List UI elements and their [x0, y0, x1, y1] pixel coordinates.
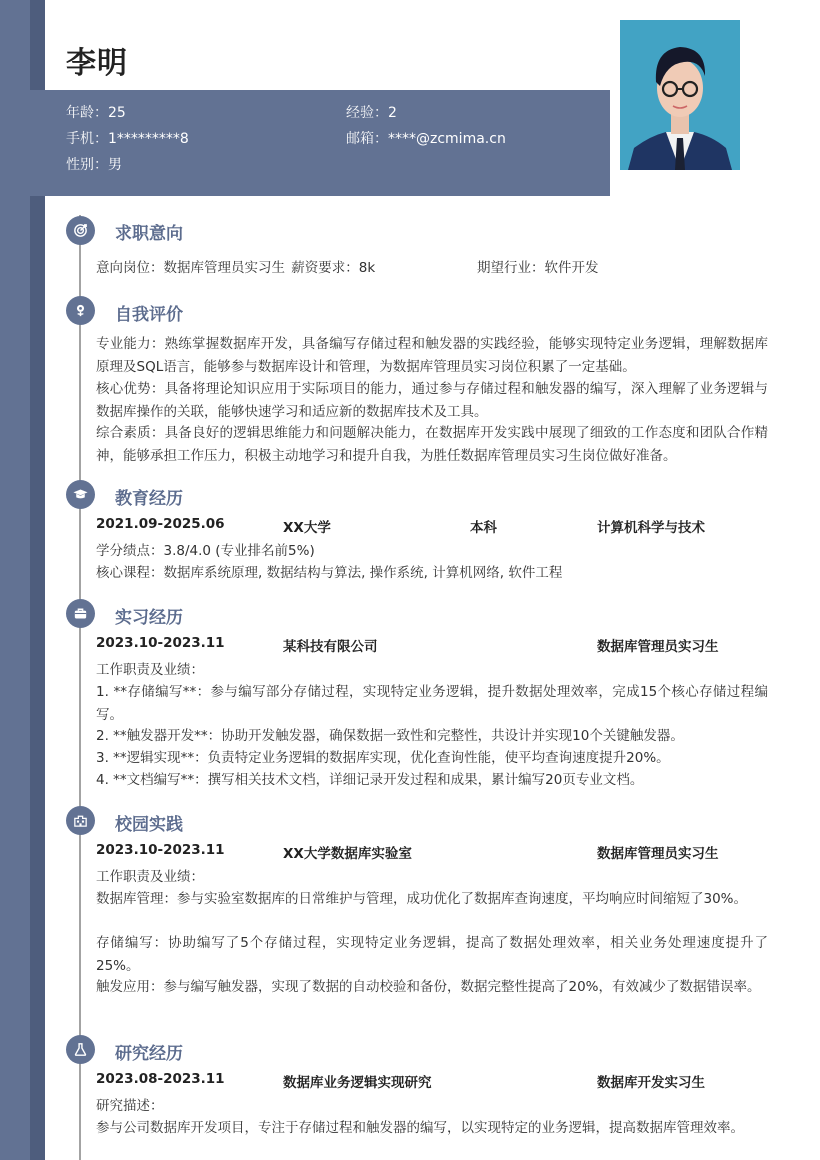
target-icon: [66, 216, 95, 245]
info-gender: [66, 154, 122, 174]
internship-role: 数据库管理员实习生: [597, 639, 719, 655]
campus-period: 2023.10-2023.11: [96, 842, 225, 858]
education-period: 2021.09-2025.06: [96, 516, 225, 532]
campus-line: 触发应用：参与编写触发器，实现了数据的自动校验和备份，数据完整性提高了20%，有效减少了数据错误率。: [96, 979, 761, 995]
self-eval-paragraph: 专业能力：熟练掌握数据库开发，具备编写存储过程和触发器的实践经验，能够实现特定业务逻辑，理解数据库原理及SQL语言，能够参与数据库设计和管理，为数据库管理员实习岗位积累了一定基础。: [96, 336, 768, 375]
internship-line: 4. **文档编写**：撰写相关技术文档，详细记录开发过程和成果，累计编写20页专业文档。: [96, 772, 644, 788]
info-label: 性别：: [66, 157, 108, 173]
info-experience: [346, 102, 397, 122]
intention-position: 意向岗位：数据库管理员实习生: [96, 260, 285, 276]
info-label: 邮箱：: [346, 131, 388, 147]
section-title-education: 教育经历: [115, 489, 183, 509]
campus-role: 数据库管理员实习生: [597, 846, 719, 862]
internship-line: 2. **触发器开发**：协助开发触发器，确保数据一致性和完整性，共设计并实现10个关键触发器。: [96, 728, 684, 744]
info-value: 1*********8: [108, 131, 189, 147]
intention-industry: 期望行业：软件开发: [477, 260, 599, 276]
briefcase-icon: [66, 599, 95, 628]
campus-line: 数据库管理：参与实验室数据库的日常维护与管理，成功优化了数据库查询速度，平均响应时间缩短了30%。: [96, 891, 748, 907]
info-phone: [66, 128, 189, 148]
research-row: [96, 1071, 768, 1093]
candidate-name: 李明: [66, 46, 128, 81]
info-value: ****@zcmima.cn: [388, 131, 506, 147]
research-project: 数据库业务逻辑实现研究: [283, 1075, 432, 1091]
timeline-line: [79, 215, 81, 1160]
person-portrait-icon: [620, 20, 740, 170]
section-title-campus: 校园实践: [115, 815, 183, 835]
intention-salary: 薪资要求：8k: [291, 260, 376, 276]
info-label: 手机：: [66, 131, 108, 147]
internship-line: 3. **逻辑实现**：负责特定业务逻辑的数据库实现，优化查询性能，使平均查询速度提升20%。: [96, 750, 670, 766]
internship-row: [96, 635, 768, 657]
profile-photo: [620, 20, 740, 170]
section-title-research: 研究经历: [115, 1044, 183, 1064]
education-gpa: 学分绩点：3.8/4.0 (专业排名前5%): [96, 543, 315, 559]
internship-line: 工作职责及业绩：: [96, 662, 204, 678]
internship-period: 2023.10-2023.11: [96, 635, 225, 651]
education-row: [96, 516, 768, 538]
campus-row: [96, 842, 768, 864]
internship-company: 某科技有限公司: [283, 639, 378, 655]
self-eval-paragraph: 综合素质：具备良好的逻辑思维能力和问题解决能力，在数据库开发实践中展现了细致的工作态度和团队合作精神，能够承担工作压力，积极主动地学习和提升自我，为胜任数据库管理员实习生岗位做好准备。: [96, 425, 768, 464]
info-label: 经验：: [346, 105, 388, 121]
campus-line: 存储编写：协助编写了5个存储过程，实现特定业务逻辑，提高了数据处理效率，相关业务处理速度提升了25%。: [96, 935, 768, 974]
building-icon: [66, 806, 95, 835]
campus-org: XX大学数据库实验室: [283, 846, 412, 862]
education-school: XX大学: [283, 520, 331, 536]
info-value: 男: [108, 157, 122, 173]
info-age: [66, 102, 126, 122]
research-line: 参与公司数据库开发项目，专注于存储过程和触发器的编写，以实现特定的业务逻辑，提高数据库管理效率。: [96, 1120, 744, 1136]
section-title-internship: 实习经历: [115, 608, 183, 628]
research-line: 研究描述：: [96, 1098, 164, 1114]
education-major: 计算机科学与技术: [597, 520, 705, 536]
section-title-self-eval: 自我评价: [115, 305, 183, 325]
flower-icon: [66, 296, 95, 325]
research-role: 数据库开发实习生: [597, 1075, 705, 1091]
graduation-cap-icon: [66, 480, 95, 509]
basic-info-band: [0, 90, 610, 196]
info-label: 年龄：: [66, 105, 108, 121]
flask-icon: [66, 1035, 95, 1064]
campus-line: 工作职责及业绩：: [96, 869, 204, 885]
intention-line: [96, 257, 768, 280]
education-degree: 本科: [470, 520, 497, 536]
internship-line: 1. **存储编写**：参与编写部分存储过程，实现特定业务逻辑，提升数据处理效率，完成15个核心存储过程编写。: [96, 684, 768, 723]
info-email: [346, 128, 506, 148]
research-period: 2023.08-2023.11: [96, 1071, 225, 1087]
info-value: 2: [388, 105, 397, 121]
self-eval-paragraph: 核心优势：具备将理论知识应用于实际项目的能力，通过参与存储过程和触发器的编写，深入理解了业务逻辑与数据库操作的关联，能够快速学习和适应新的数据库技术及工具。: [96, 381, 768, 420]
education-courses: 核心课程：数据库系统原理, 数据结构与算法, 操作系统, 计算机网络, 软件工程: [96, 565, 563, 581]
info-value: 25: [108, 105, 126, 121]
section-title-intention: 求职意向: [115, 224, 183, 244]
